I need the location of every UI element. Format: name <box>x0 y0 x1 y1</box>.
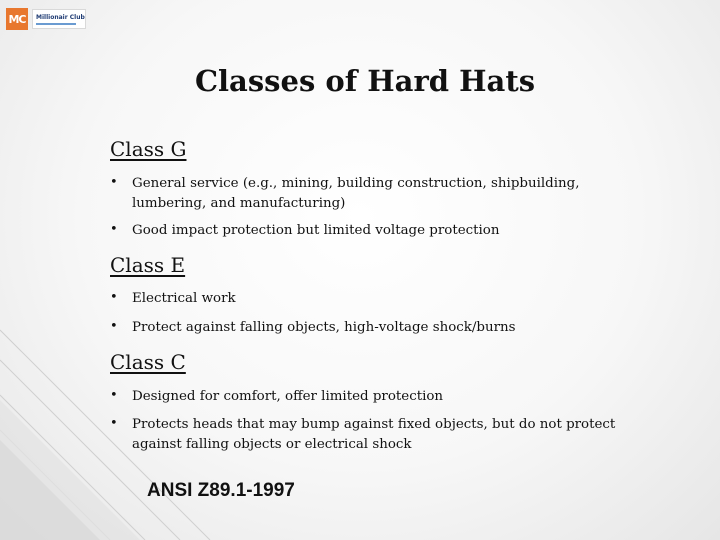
logo-name: Millionair Club <box>36 13 85 21</box>
list-item-text: Good impact protection but limited voltage protection <box>132 223 500 238</box>
logo-wordmark <box>32 9 86 29</box>
slide-title: Classes of Hard Hats <box>194 64 536 98</box>
list-item <box>110 318 640 338</box>
list-item-text: General service (e.g., mining, building construction, shipbuilding, lumbering, and manufacturing) <box>132 176 580 211</box>
bullet-icon: • <box>110 290 118 305</box>
list-item-text: Electrical work <box>132 291 236 306</box>
list-item <box>110 174 640 214</box>
list-item-text: Designed for comfort, offer limited protection <box>132 389 444 404</box>
list-item <box>110 221 640 241</box>
logo-icon: MC <box>6 8 28 30</box>
section-heading-class-c: Class C <box>110 350 186 374</box>
organization-logo <box>6 6 86 32</box>
section-heading-class-g: Class G <box>110 137 187 161</box>
ansi-standard-note: ANSI Z89.1-1997 <box>147 480 295 501</box>
bullet-icon: • <box>110 222 118 237</box>
logo-sub-bar <box>36 23 76 25</box>
list-item <box>110 415 640 455</box>
bullet-icon: • <box>110 175 118 190</box>
list-item <box>110 289 640 309</box>
list-item-text: Protects heads that may bump against fixed objects, but do not protect against falling objects or electrical shock <box>132 417 616 452</box>
bullet-icon: • <box>110 416 118 431</box>
section-heading-class-e: Class E <box>110 253 186 277</box>
list-item <box>110 387 640 407</box>
list-item-text: Protect against falling objects, high-voltage shock/burns <box>132 320 516 335</box>
bullet-icon: • <box>110 319 118 334</box>
bullet-icon: • <box>110 388 118 403</box>
